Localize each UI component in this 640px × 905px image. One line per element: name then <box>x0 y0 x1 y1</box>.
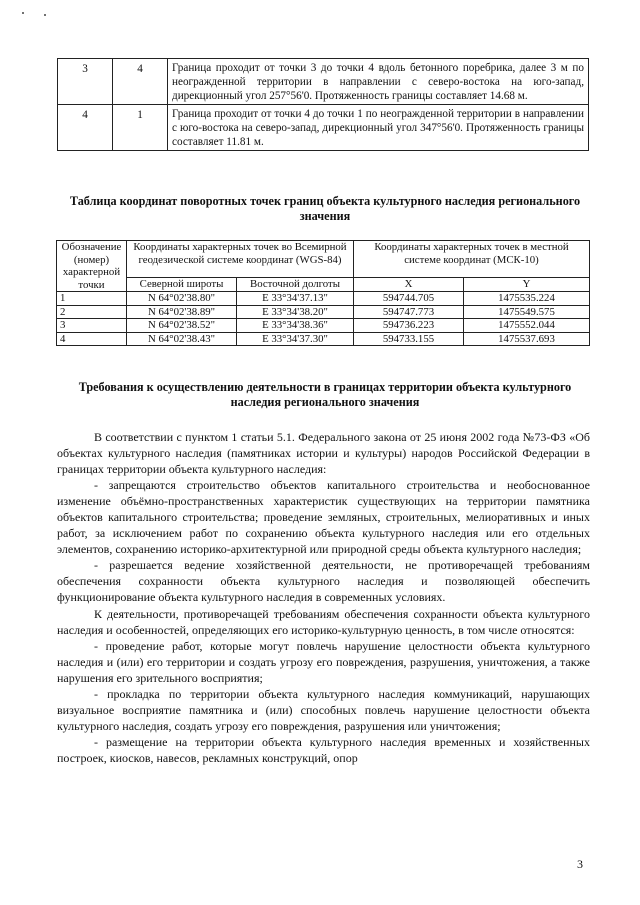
point-from: 4 <box>58 105 113 151</box>
table-row <box>57 305 590 319</box>
table-row <box>57 292 590 306</box>
cell-north: N 64°02'38.43" <box>127 332 237 346</box>
paragraph: - запрещаются строительство объектов капитального строительства и необоснованное изменение объёмно-пространственных характеристик существующих на территории памятника объектов капитального строительства; проведение земляных, строительных, мелиоративных и иных работ, за исключением работ по сохранению объекта культурного наследия или его отдельных элементов, сохранению историко-архитектурной или природной среды объекта культурного наследия; <box>57 478 590 557</box>
cell-north: N 64°02'38.52" <box>127 319 237 333</box>
cell-east: E 33°34'37.30" <box>237 332 354 346</box>
paragraph: К деятельности, противоречащей требованиям обеспечения сохранности объекта культурного наследия и особенностей, определяющих его историко-культурную ценность, в том числе относятся: <box>57 606 590 637</box>
requirements-body <box>57 429 590 766</box>
point-to: 4 <box>113 59 168 105</box>
scan-speck <box>44 14 46 16</box>
cell-point: 1 <box>57 292 127 306</box>
coord-table-title: Таблица координат поворотных точек границ объекта культурного наследия регионального значения <box>69 194 581 223</box>
requirements-title: Требования к осуществлению деятельности в границах территории объекта культурного наследия регионального значения <box>78 380 572 409</box>
cell-point: 3 <box>57 319 127 333</box>
coordinates-table <box>56 240 590 346</box>
cell-north: N 64°02'38.89" <box>127 305 237 319</box>
paragraph: - проведение работ, которые могут повлечь нарушение целостности объекта культурного наследия и (или) его территории и создать угрозу его повреждения, разрушения, уничтожения, а также нарушения его зрительного восприятия; <box>57 638 590 685</box>
cell-x: 594733.155 <box>354 332 464 346</box>
boundary-description: Граница проходит от точки 4 до точки 1 по неогражденной территории в направлении с юго-востока на северо-запад, дирекционный угол 347°56'0. Протяженность границы составляет 11.81 м. <box>168 105 589 151</box>
cell-x: 594747.773 <box>354 305 464 319</box>
cell-x: 594736.223 <box>354 319 464 333</box>
cell-point: 2 <box>57 305 127 319</box>
table-header-row <box>57 241 590 278</box>
point-from: 3 <box>58 59 113 105</box>
header-point-id: Обозначение (номер) характерной точки <box>57 241 127 292</box>
paragraph: - разрешается ведение хозяйственной деятельности, не противоречащей требованиям обеспечения сохранности объекта культурного наследия и позволяющей обеспечить функционирование объекта культурного наследия в современных условиях. <box>57 558 590 605</box>
point-to: 1 <box>113 105 168 151</box>
boundary-description: Граница проходит от точки 3 до точки 4 вдоль бетонного поребрика, далее 3 м по неогражденной территории в направлении с северо-востока на юго-запад, дирекционный угол 257°56'0. Протяженность границы составляет 14.68 м. <box>168 59 589 105</box>
paragraph: - прокладка по территории объекта культурного наследия коммуникаций, нарушающих визуальное восприятие памятника и (или) способных повлечь нарушение целостности объекта культурного наследия, создать угрозу его повреждения, разрушения или уничтожения; <box>57 686 590 733</box>
cell-east: E 33°34'37.13" <box>237 292 354 306</box>
cell-y: 1475552.044 <box>464 319 590 333</box>
table-row <box>57 319 590 333</box>
paragraph: - размещение на территории объекта культурного наследия временных и хозяйственных построек, киосков, навесов, рекламных конструкций, опор <box>57 734 590 765</box>
header-msk: Координаты характерных точек в местной системе координат (МСК-10) <box>354 241 590 278</box>
subheader-north: Северной широты <box>127 278 237 292</box>
subheader-x: X <box>354 278 464 292</box>
cell-y: 1475549.575 <box>464 305 590 319</box>
cell-east: E 33°34'38.20" <box>237 305 354 319</box>
cell-x: 594744.705 <box>354 292 464 306</box>
table-row <box>57 332 590 346</box>
cell-point: 4 <box>57 332 127 346</box>
table-subheader-row <box>57 278 590 292</box>
scan-speck <box>22 12 24 14</box>
table-row <box>58 59 589 105</box>
cell-y: 1475537.693 <box>464 332 590 346</box>
cell-north: N 64°02'38.80" <box>127 292 237 306</box>
subheader-east: Восточной долготы <box>237 278 354 292</box>
boundary-description-table <box>57 58 589 151</box>
header-wgs: Координаты характерных точек во Всемирной геодезической системе координат (WGS-84) <box>127 241 354 278</box>
paragraph: В соответствии с пунктом 1 статьи 5.1. Федерального закона от 25 июня 2002 года №73-ФЗ «Об объектах культурного наследия (памятниках истории и культуры) народов Российской Федерации в границах территории объекта культурного наследия: <box>57 430 590 477</box>
table-row <box>58 105 589 151</box>
page-number: 3 <box>577 857 583 871</box>
cell-y: 1475535.224 <box>464 292 590 306</box>
cell-east: E 33°34'38.36" <box>237 319 354 333</box>
subheader-y: Y <box>464 278 590 292</box>
